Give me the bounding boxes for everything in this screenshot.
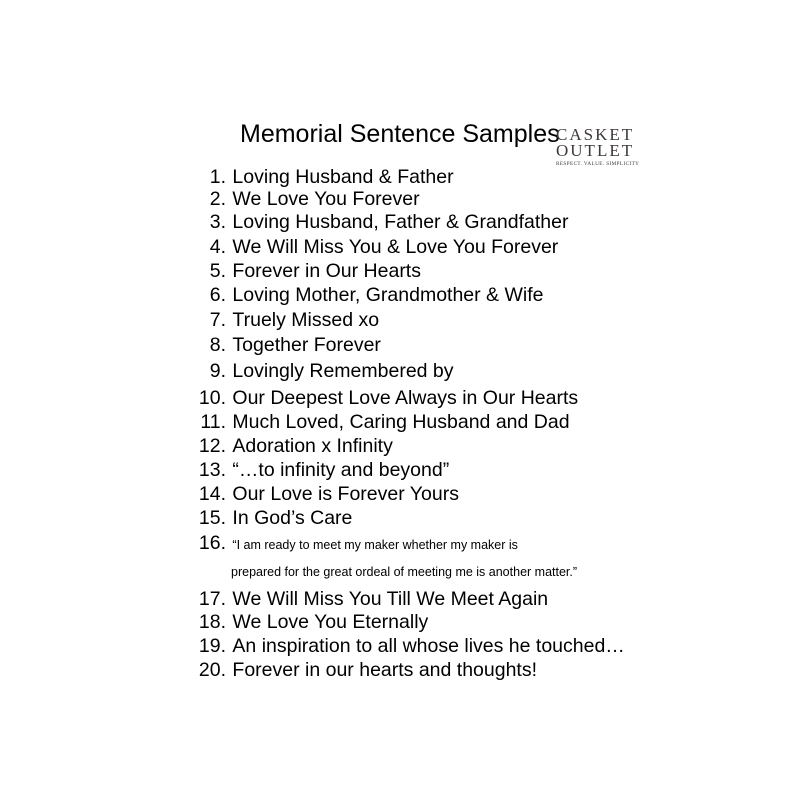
logo-tagline: RESPECT. VALUE. SIMPLICITY — [556, 161, 640, 167]
item-number: 1. — [209, 166, 226, 188]
item-text: Loving Mother, Grandmother & Wife — [232, 284, 544, 306]
list-item — [190, 188, 420, 210]
item-number: 8. — [209, 334, 226, 356]
item-number: 4. — [209, 236, 226, 258]
item-number: 6. — [209, 284, 226, 306]
list-item — [190, 411, 570, 433]
item-number: 16. — [198, 532, 226, 554]
item-text: We Love You Eternally — [232, 611, 429, 633]
item-text: In God’s Care — [232, 507, 353, 529]
item-number: 19. — [198, 635, 226, 657]
list-item — [190, 260, 421, 282]
item-text: We Love You Forever — [232, 188, 420, 210]
item-number: 18. — [198, 611, 226, 633]
item-text: Our Love is Forever Yours — [232, 483, 459, 505]
list-item — [190, 284, 544, 306]
list-item — [190, 236, 559, 258]
item-number: 14. — [198, 483, 226, 505]
item-number: 2. — [209, 188, 226, 210]
item-number: 5. — [209, 260, 226, 282]
item-text: We Will Miss You Till We Meet Again — [232, 588, 549, 610]
list-item — [190, 532, 518, 554]
item-number: 17. — [198, 588, 226, 610]
list-item — [190, 309, 380, 331]
item-text: “…to infinity and beyond” — [232, 459, 450, 481]
item-number: 12. — [198, 435, 226, 457]
list-item — [190, 387, 579, 409]
list-item — [190, 435, 393, 457]
item-number: 3. — [209, 211, 226, 233]
item-text: Adoration x Infinity — [232, 435, 393, 457]
item-text: Truely Missed xo — [232, 309, 380, 331]
item-text: Lovingly Remembered by — [232, 360, 454, 382]
item-text: Together Forever — [232, 334, 381, 356]
item-text: We Will Miss You & Love You Forever — [232, 236, 559, 258]
item-number: 13. — [198, 459, 226, 481]
list-item — [190, 459, 450, 481]
list-item — [190, 659, 538, 681]
item-text: An inspiration to all whose lives he touched… — [232, 635, 625, 657]
list-item — [190, 611, 429, 633]
item-text: Loving Husband, Father & Grandfather — [232, 211, 569, 233]
item-text: Much Loved, Caring Husband and Dad — [232, 411, 570, 433]
item-number: 15. — [198, 507, 226, 529]
page-title: Memorial Sentence Samples — [240, 120, 560, 148]
list-item-continuation: prepared for the great ordeal of meeting me is another matter.” — [231, 565, 578, 579]
item-text: “I am ready to meet my maker whether my maker is — [232, 538, 518, 552]
list-item — [190, 360, 454, 382]
item-number: 7. — [209, 309, 226, 331]
item-number: 10. — [198, 387, 226, 409]
item-text: Forever in our hearts and thoughts! — [232, 659, 538, 681]
list-item — [190, 507, 353, 529]
list-item — [190, 334, 381, 356]
list-item — [190, 635, 625, 657]
logo-line-2: OUTLET — [556, 141, 635, 160]
casket-outlet-logo — [556, 125, 640, 167]
list-item — [190, 166, 454, 188]
list-item — [190, 588, 549, 610]
item-text: Our Deepest Love Always in Our Hearts — [232, 387, 579, 409]
list-item — [190, 483, 459, 505]
item-text: Loving Husband & Father — [232, 166, 454, 188]
logo-line-1: CASKET — [556, 125, 635, 144]
item-text: Forever in Our Hearts — [232, 260, 421, 282]
item-number: 20. — [198, 659, 226, 681]
item-number: 11. — [200, 411, 226, 433]
list-item — [190, 211, 569, 233]
item-number: 9. — [209, 360, 226, 382]
